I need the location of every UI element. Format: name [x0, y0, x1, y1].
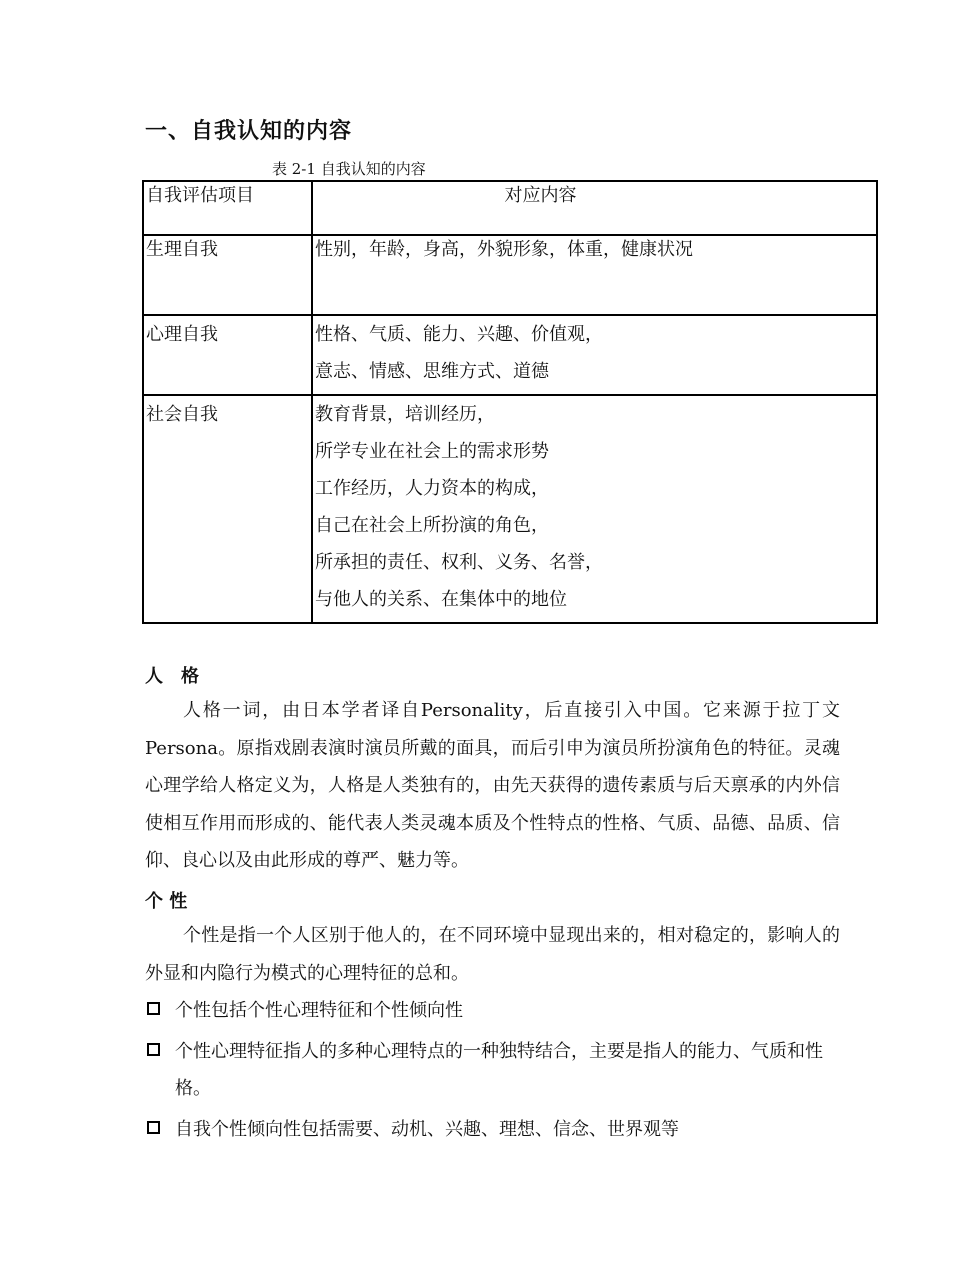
row-item-cell: 社会自我 — [143, 395, 312, 623]
row-item-cell: 心理自我 — [143, 315, 312, 395]
content-line: 与他人的关系、在集体中的地位 — [315, 589, 567, 610]
table-row — [143, 315, 877, 395]
content-line: 自己在社会上所扮演的角色， — [315, 515, 549, 536]
individuality-heading: 个 性 — [145, 891, 188, 912]
content-line: 性别，年龄，身高，外貌形象，体重，健康状况 — [315, 239, 693, 260]
content-line: 所学专业在社会上的需求形势 — [315, 441, 549, 462]
personality-heading: 人 格 — [145, 666, 199, 687]
content-line: 意志、情感、思维方式、道德 — [315, 361, 549, 382]
header-cell-content: 对应内容 — [312, 181, 877, 235]
list-item — [145, 1033, 840, 1107]
checkbox-square-icon — [147, 1043, 160, 1056]
row-content-cell — [312, 235, 877, 315]
table-row — [143, 235, 877, 315]
table-row — [143, 395, 877, 623]
content-line: 所承担的责任、权利、义务、名誉， — [315, 552, 603, 573]
content-line: 性格、气质、能力、兴趣、价值观， — [315, 324, 603, 345]
row-content-cell — [312, 395, 877, 623]
checkbox-square-icon — [147, 1121, 160, 1134]
list-item — [145, 1111, 840, 1148]
section-title: 一、自我认知的内容 — [145, 118, 353, 144]
row-content-cell — [312, 315, 877, 395]
table-caption: 表 2-1 自我认知的内容 — [272, 160, 426, 178]
personality-paragraph: 人格一词，由日本学者译自Personality，后直接引入中国。它来源于拉丁文Persona。原指戏剧表演时演员所戴的面具，而后引申为演员所扮演角色的特征。灵魂心理学给人格定义为，人格是人类独有的，由先天获得的遗传素质与后天禀承的内外信使相互作用而形成的、能代表人类灵魂本质及个性特点的性格、气质、品德、品质、信仰、良心以及由此形成的尊严、魅力等。 — [145, 700, 840, 871]
list-item-text: 自我个性倾向性包括需要、动机、兴趣、理想、信念、世界观等 — [175, 1119, 679, 1140]
list-item — [145, 992, 840, 1029]
list-item-text: 个性心理特征指人的多种心理特点的一种独特结合，主要是指人的能力、气质和性格。 — [175, 1041, 823, 1099]
individuality-paragraph: 个性是指一个人区别于他人的，在不同环境中显现出来的，相对稳定的，影响人的外显和内隐行为模式的心理特征的总和。 — [145, 925, 840, 984]
header-cell-item: 自我评估项目 — [143, 181, 312, 235]
list-item-text: 个性包括个性心理特征和个性倾向性 — [175, 1000, 463, 1021]
self-cognition-table — [142, 180, 878, 624]
content-line: 工作经历，人力资本的构成， — [315, 478, 549, 499]
content-line: 教育背景，培训经历， — [315, 404, 495, 425]
checkbox-square-icon — [147, 1002, 160, 1015]
row-item-cell: 生理自我 — [143, 235, 312, 315]
table-header-row — [143, 181, 877, 235]
